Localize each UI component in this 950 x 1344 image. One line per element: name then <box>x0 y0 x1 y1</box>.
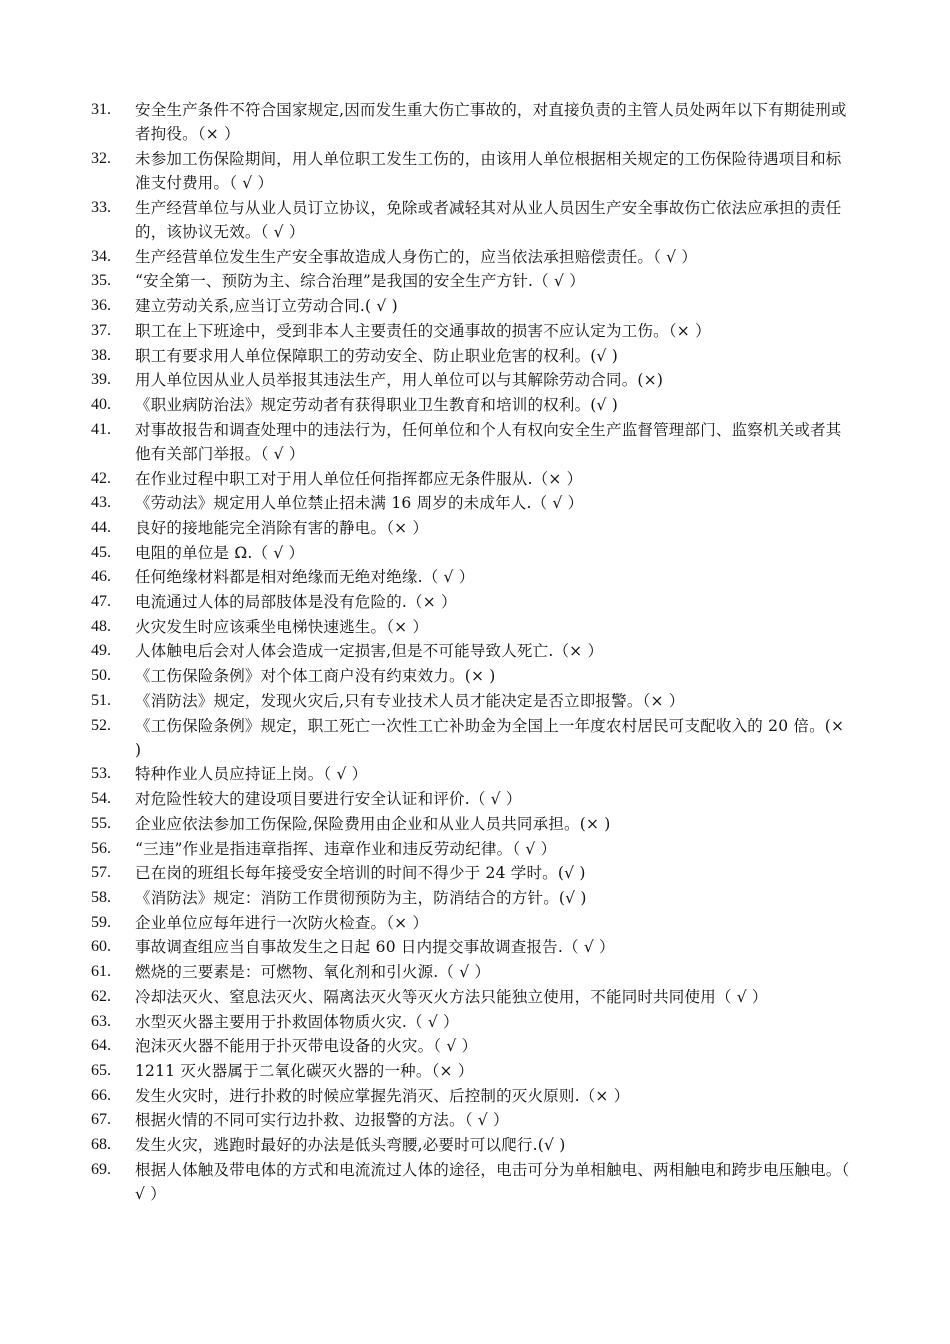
question-item <box>91 269 851 293</box>
question-item <box>91 861 851 885</box>
question-text: 事故调查组应当自事故发生之日起 60 日内提交事故调查报告.（ √ ） <box>135 938 615 957</box>
question-text: 燃烧的三要素是：可燃物、氧化剂和引火源.（ √ ） <box>135 963 491 982</box>
question-text: 任何绝缘材料都是相对绝缘而无绝对绝缘.（ √ ） <box>135 568 475 587</box>
question-text: 《劳动法》规定用人单位禁止招未满 16 周岁的未成年人.（ √ ） <box>135 494 584 513</box>
question-item <box>91 960 851 984</box>
question-list <box>91 98 851 1207</box>
question-number: 40. <box>91 395 111 413</box>
question-item <box>91 787 851 811</box>
question-item <box>91 294 851 318</box>
question-item <box>91 615 851 639</box>
question-number: 62. <box>91 987 111 1005</box>
question-text: 《职业病防治法》规定劳动者有获得职业卫生教育和培训的权利。(√ ) <box>135 395 619 414</box>
question-number: 34. <box>91 247 111 265</box>
question-item <box>91 714 851 762</box>
question-item <box>91 762 851 786</box>
question-item <box>91 467 851 491</box>
question-item <box>91 344 851 368</box>
question-item <box>91 935 851 959</box>
question-text: 良好的接地能完全消除有害的静电。（× ） <box>135 518 429 537</box>
question-item <box>91 639 851 663</box>
question-text: 《工伤保险条例》对个体工商户没有约束效力。(× ) <box>135 667 496 686</box>
question-item <box>91 689 851 713</box>
question-text: 根据人体触及带电体的方式和电流流过人体的途径，电击可分为单相触电、两相触电和跨步电压触电。（ √ ） <box>135 1160 850 1203</box>
question-text: 人体触电后会对人体会造成一定损害,但是不可能导致人死亡.（× ） <box>135 642 604 661</box>
question-number: 66. <box>91 1086 111 1104</box>
question-number: 37. <box>91 321 111 339</box>
question-text: 火灾发生时应该乘坐电梯快速逃生。（× ） <box>135 617 429 636</box>
question-item <box>91 319 851 343</box>
question-item <box>91 837 851 861</box>
question-text: “安全第一、预防为主、综合治理”是我国的安全生产方针.（ √ ） <box>135 272 585 291</box>
question-item <box>91 886 851 910</box>
question-text: 电流通过人体的局部肢体是没有危险的.（× ） <box>135 593 457 612</box>
question-item <box>91 196 851 244</box>
question-item <box>91 245 851 269</box>
question-item <box>91 664 851 688</box>
question-text: 《工伤保险条例》规定，职工死亡一次性工亡补助金为全国上一年度农村居民可支配收入的 20 倍。(× ) <box>135 716 845 759</box>
question-number: 50. <box>91 667 111 685</box>
question-text: 已在岗的班组长每年接受安全培训的时间不得少于 24 学时。(√ ) <box>135 864 586 883</box>
question-text: 未参加工伤保险期间，用人单位职工发生工伤的，由该用人单位根据相关规定的工伤保险待遇项目和标准支付费用。（ √ ） <box>135 149 842 193</box>
question-number: 35. <box>91 272 111 290</box>
question-text: 特种作业人员应持证上岗。（ √ ） <box>135 765 368 784</box>
question-number: 58. <box>91 889 111 906</box>
question-number: 44. <box>91 518 111 536</box>
question-number: 52. <box>91 716 111 734</box>
question-number: 41. <box>91 420 111 438</box>
question-item <box>91 812 851 836</box>
question-text: 根据火情的不同可实行边扑救、边报警的方法。（ √ ） <box>135 1111 509 1130</box>
question-item <box>91 368 851 392</box>
question-number: 55. <box>91 814 111 832</box>
question-text: 职工有要求用人单位保障职工的劳动安全、防止职业危害的权利。(√ ) <box>135 346 619 365</box>
question-item <box>91 98 851 146</box>
question-text: 企业单位应每年进行一次防火检查。（× ） <box>135 913 429 932</box>
question-item <box>91 1034 851 1058</box>
question-number: 64. <box>91 1037 111 1055</box>
question-number: 43. <box>91 494 111 512</box>
question-number: 33. <box>91 198 111 216</box>
question-item <box>91 147 851 195</box>
question-item <box>91 985 851 1009</box>
question-item <box>91 1158 851 1206</box>
question-item <box>91 516 851 540</box>
question-text: 建立劳动关系,应当订立劳动合同.( √ ) <box>135 297 398 316</box>
question-text: “三违”作业是指违章指挥、违章作业和违反劳动纪律。（ √ ） <box>135 839 557 858</box>
question-number: 36. <box>91 297 111 315</box>
question-number: 63. <box>91 1012 111 1030</box>
question-item <box>91 1108 851 1132</box>
question-number: 31. <box>91 101 111 118</box>
question-number: 57. <box>91 864 111 882</box>
question-number: 54. <box>91 790 111 808</box>
question-number: 48. <box>91 617 111 635</box>
question-number: 65. <box>91 1061 111 1079</box>
question-item <box>91 1084 851 1108</box>
question-text: 发生火灾时，进行扑救的时候应掌握先消灭、后控制的灭火原则.（× ） <box>135 1086 630 1105</box>
question-text: 职工在上下班途中，受到非本人主要责任的交通事故的损害不应认定为工伤。（× ） <box>135 321 711 340</box>
question-number: 59. <box>91 913 111 931</box>
question-text: 在作业过程中职工对于用人单位任何指挥都应无条件服从.（× ） <box>135 469 583 488</box>
question-text: 《消防法》规定：消防工作贯彻预防为主，防消结合的方针。(√ ) <box>135 889 587 907</box>
question-text: 电阻的单位是 Ω.（ √ ） <box>135 543 305 562</box>
question-text: 安全生产条件不符合国家规定,因而发生重大伤亡事故的，对直接负责的主管人员处两年以下有期徒刑或者拘役。（× ） <box>135 101 847 144</box>
question-number: 39. <box>91 371 111 389</box>
question-item <box>91 418 851 466</box>
question-item <box>91 393 851 417</box>
question-number: 49. <box>91 642 111 660</box>
question-text: 用人单位因从业人员举报其违法生产，用人单位可以与其解除劳动合同。(×) <box>135 371 664 390</box>
question-number: 47. <box>91 593 111 611</box>
question-number: 69. <box>91 1160 111 1178</box>
question-number: 53. <box>91 765 111 783</box>
question-text: 对事故报告和调查处理中的违法行为，任何单位和个人有权向安全生产监督管理部门、监察机关或者其他有关部门举报。（ √ ） <box>135 420 842 463</box>
question-number: 46. <box>91 568 111 586</box>
question-item <box>91 1010 851 1034</box>
question-number: 68. <box>91 1136 111 1154</box>
question-number: 60. <box>91 938 111 956</box>
question-number: 45. <box>91 543 111 561</box>
question-text: 冷却法灭火、窒息法灭火、隔离法灭火等灭火方法只能独立使用，不能同时共同使用（ √ ） <box>135 987 768 1006</box>
question-number: 61. <box>91 963 111 981</box>
question-text: 1211 灭火器属于二氧化碳灭火器的一种。（× ） <box>135 1061 474 1080</box>
question-number: 67. <box>91 1111 111 1129</box>
question-number: 32. <box>91 149 111 167</box>
question-text: 《消防法》规定，发现火灾后,只有专业技术人员才能决定是否立即报警。（× ） <box>135 691 685 710</box>
question-text: 水型灭火器主要用于扑救固体物质火灾.（ √ ） <box>135 1012 459 1031</box>
question-text: 企业应依法参加工伤保险,保险费用由企业和从业人员共同承担。(× ) <box>135 814 611 833</box>
question-text: 生产经营单位发生生产安全事故造成人身伤亡的，应当依法承担赔偿责任。（ √ ） <box>135 247 698 266</box>
question-number: 38. <box>91 346 111 364</box>
question-item <box>91 590 851 614</box>
question-item <box>91 1133 851 1157</box>
question-item <box>91 565 851 589</box>
question-text: 发生火灾，逃跑时最好的办法是低头弯腰,必要时可以爬行.(√ ) <box>135 1136 566 1155</box>
question-text: 生产经营单位与从业人员订立协议，免除或者减轻其对从业人员因生产安全事故伤亡依法应承担的责任的，该协议无效。（ √ ） <box>135 198 842 242</box>
question-number: 56. <box>91 839 111 857</box>
question-item <box>91 491 851 515</box>
question-text: 对危险性较大的建设项目要进行安全认证和评价.（ √ ） <box>135 790 522 809</box>
question-item <box>91 541 851 565</box>
question-item <box>91 911 851 935</box>
question-number: 42. <box>91 469 111 487</box>
question-number: 51. <box>91 691 111 709</box>
question-text: 泡沫灭火器不能用于扑灭带电设备的火灾。（ √ ） <box>135 1037 478 1056</box>
question-item <box>91 1059 851 1083</box>
